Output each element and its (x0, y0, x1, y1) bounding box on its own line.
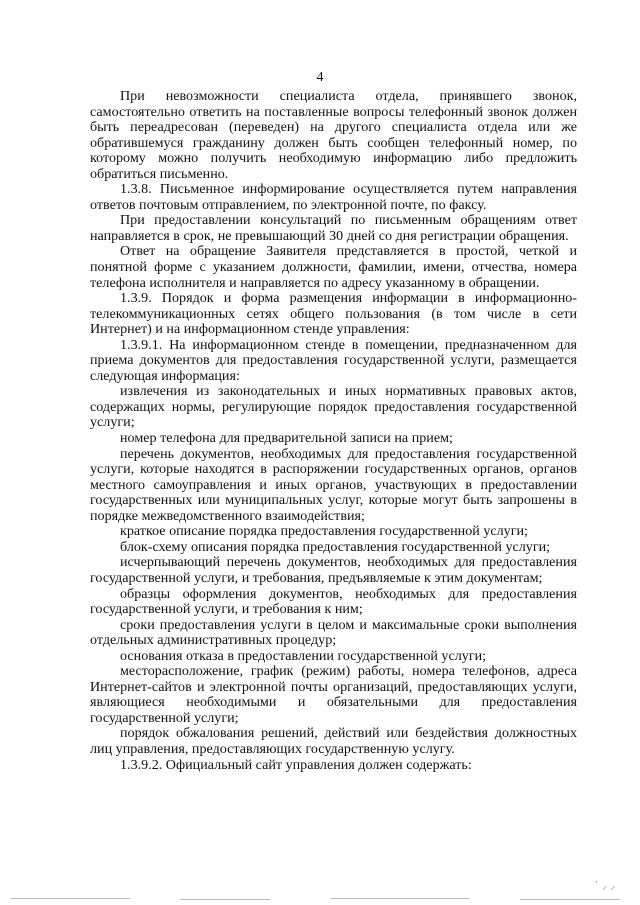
list-item: блок-схему описания порядка предоставления государственной услуги; (120, 538, 551, 555)
paragraph: 1.3.8. Письменное информирование осуществляется путем направления ответов почтовым отправлением, по электронной почте, по факсу. (90, 181, 577, 213)
page-number: 4 (316, 70, 324, 85)
paragraph: При предоставлении консультаций по письменным обращениям ответ направляется в срок, не превышающий 30 дней со дня регистрации обращения. (90, 212, 577, 244)
paragraph: 1.3.9. Порядок и форма размещения информации в информационно-телекоммуникационных сетях общего пользования (в том числе в сети Интернет) и на информационном стенде управления: (90, 290, 577, 338)
list-item: номер телефона для предварительной записи на прием; (120, 430, 453, 447)
paragraph: 1.3.9.2. Официальный сайт управления должен содержать: (120, 756, 472, 773)
paragraph: 1.3.9.1. На информационном стенде в помещении, предназначенном для приема документов для предоставления государственной услуги, размещается следующая информация: (90, 336, 577, 384)
paragraph: Ответ на обращение Заявителя представляется в простой, четкой и понятной форме с указанием должности, фамилии, имени, отчества, номера телефона исполнителя и направляется по адресу указанному в обращении. (90, 243, 577, 291)
paragraph: При невозможности специалиста отдела, принявшего звонок, самостоятельно ответить на поставленные вопросы телефонный звонок должен быть переадресован (переведен) на другого специалиста отдела или же обратившемуся гражданину должен быть сообщен телефонный номер, по которому можно получить необходимую информацию либо предложить обратиться письменно. (90, 88, 577, 182)
list-item: извлечения из законодательных и иных нормативных правовых актов, содержащих нормы, регулирующие порядок предоставления государственной услуги; (90, 383, 577, 431)
list-item: краткое описание порядка предоставления государственной услуги; (120, 523, 528, 540)
list-item: основания отказа в предоставлении государственной услуги; (120, 647, 487, 664)
list-item: перечень документов, необходимых для предоставления государственной услуги, которые находятся в распоряжении государственных органов, органов местного самоуправления и иных органов, участвующих в предоставлении государственных или муниципальных услуг, которые могут быть запрошены в порядке межведомственного взаимодействия; (90, 445, 577, 524)
list-item: образцы оформления документов, необходимых для предоставления государственной услуги, и требования к ним; (90, 585, 577, 618)
scan-artifact (520, 899, 620, 900)
scan-artifact: ˙ ⸝ ⸝ (594, 881, 616, 892)
list-item: месторасположение, график (режим) работы, номера телефонов, адреса Интернет-сайтов и электронной почты организаций, предоставляющих услуги, являющиеся необходимыми и обязательными для предоставления государственной услуги; (90, 663, 577, 726)
scan-artifact (330, 898, 470, 899)
document-body (90, 89, 577, 773)
list-item: исчерпывающий перечень документов, необходимых для предоставления государственной услуги, и требования, предъявляемые к этим документам; (90, 554, 577, 586)
scan-artifact (10, 898, 130, 899)
scan-artifact (180, 899, 270, 900)
list-item: порядок обжалования решений, действий или бездействия должностных лиц управления, предоставляющих государственную услугу. (90, 725, 577, 757)
list-item: сроки предоставления услуги в целом и максимальные сроки выполнения отдельных административных процедур; (90, 616, 577, 649)
